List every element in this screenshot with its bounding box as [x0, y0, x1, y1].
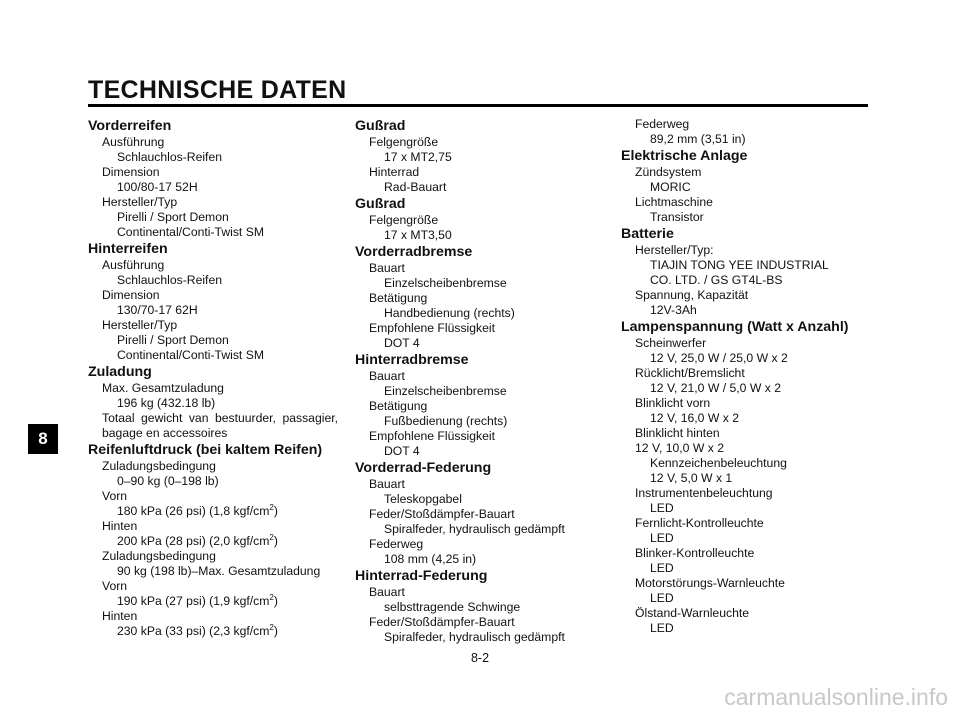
page-title: TECHNISCHE DATEN	[88, 76, 347, 104]
spec-note: bagage en accessoires	[102, 426, 228, 440]
spec-label: Hersteller/Typ:	[635, 243, 714, 257]
spec-value: selbsttragende Schwinge	[384, 600, 521, 614]
spec-value: Continental/Conti-Twist SM	[117, 225, 264, 239]
spec-label: 12 V, 10,0 W x 2	[635, 441, 724, 455]
spec-label: Hinten	[102, 609, 138, 623]
spec-label: Dimension	[102, 288, 160, 302]
spec-value: LED	[650, 561, 674, 575]
close-paren: )	[273, 594, 278, 608]
spec-label: Blinklicht hinten	[635, 426, 720, 440]
title-rule	[88, 104, 868, 107]
spec-value: MORIC	[650, 180, 691, 194]
spec-value: Spiralfeder, hydraulisch gedämpft	[384, 522, 565, 536]
section-hinterrad-federung: Hinterrad-Federung	[355, 568, 488, 584]
spec-value: Transistor	[650, 210, 704, 224]
section-vorderradbremse: Vorderradbremse	[355, 244, 473, 260]
spec-label: Spannung, Kapazität	[635, 288, 749, 302]
spec-value: 17 x MT3,50	[384, 228, 452, 242]
section-batterie: Batterie	[621, 226, 674, 242]
spec-label: Feder/Stoßdämpfer-Bauart	[369, 615, 515, 629]
spec-value: 196 kg (432.18 lb)	[117, 396, 216, 410]
spec-label: Empfohlene Flüssigkeit	[369, 429, 495, 443]
spec-value: 12 V, 25,0 W / 25,0 W x 2	[650, 351, 788, 365]
spec-value: Fußbedienung (rechts)	[384, 414, 508, 428]
spec-label: Betätigung	[369, 399, 428, 413]
close-paren: )	[273, 534, 278, 548]
spec-value: 0–90 kg (0–198 lb)	[117, 474, 219, 488]
spec-label: Zuladungsbedingung	[102, 549, 216, 563]
section-vorderrad-federung: Vorderrad-Federung	[355, 460, 492, 476]
spec-label: Blinklicht vorn	[635, 396, 711, 410]
superscript: 2	[269, 622, 274, 632]
spec-label: Zündsystem	[635, 165, 702, 179]
spec-value: Schlauchlos-Reifen	[117, 150, 223, 164]
spec-label: Felgengröße	[369, 135, 439, 149]
spec-label: Hersteller/Typ	[102, 195, 178, 209]
spec-value: Einzelscheibenbremse	[384, 276, 507, 290]
spec-label: Betätigung	[369, 291, 428, 305]
spec-label: Empfohlene Flüssigkeit	[369, 321, 495, 335]
watermark: carmanualsonline.info	[724, 684, 948, 710]
spec-value: 89,2 mm (3,51 in)	[650, 132, 746, 146]
pressure-text: 230 kPa (33 psi) (2,3 kgf/cm	[117, 624, 270, 638]
section-vorderreifen: Vorderreifen	[88, 118, 172, 134]
spec-label: Bauart	[369, 261, 405, 275]
section-zuladung: Zuladung	[88, 364, 152, 380]
spec-value: LED	[650, 621, 674, 635]
spec-value: 100/80-17 52H	[117, 180, 198, 194]
spec-value: LED	[650, 501, 674, 515]
spec-value: Handbedienung (rechts)	[384, 306, 515, 320]
spec-value: Pirelli / Sport Demon	[117, 333, 229, 347]
chapter-tab: 8	[28, 424, 58, 454]
section-reifenluftdruck: Reifenluftdruck (bei kaltem Reifen)	[88, 442, 323, 458]
spec-note: Totaal gewicht van bestuurder, passagier,	[102, 411, 338, 425]
spec-value	[88, 594, 338, 609]
spec-value: 90 kg (198 lb)–Max. Gesamtzuladung	[117, 564, 321, 578]
spec-value: 12 V, 16,0 W x 2	[650, 411, 739, 425]
spec-value	[88, 504, 338, 519]
spec-value: Pirelli / Sport Demon	[117, 210, 229, 224]
page-number: 8-2	[470, 651, 490, 665]
section-gussrad: Gußrad	[355, 118, 406, 134]
spec-label: Federweg	[635, 117, 690, 131]
spec-label: Bauart	[369, 585, 405, 599]
pressure-text: 200 kPa (28 psi) (2,0 kgf/cm	[117, 534, 270, 548]
spec-label: Hinten	[102, 519, 138, 533]
close-paren: )	[273, 504, 278, 518]
superscript: 2	[269, 532, 274, 542]
spec-label: Scheinwerfer	[635, 336, 707, 350]
spec-value: Einzelscheibenbremse	[384, 384, 507, 398]
spec-label: Hersteller/Typ	[102, 318, 178, 332]
spec-label: Feder/Stoßdämpfer-Bauart	[369, 507, 515, 521]
spec-label: Ausführung	[102, 258, 165, 272]
spec-value: CO. LTD. / GS GT4L-BS	[650, 273, 783, 287]
pressure-text: 190 kPa (27 psi) (1,9 kgf/cm	[117, 594, 270, 608]
spec-value: 130/70-17 62H	[117, 303, 198, 317]
spec-label: Federweg	[369, 537, 424, 551]
spec-value: 12 V, 21,0 W / 5,0 W x 2	[650, 381, 781, 395]
spec-value: Teleskopgabel	[384, 492, 462, 506]
spec-label: Dimension	[102, 165, 160, 179]
column-right	[621, 117, 881, 636]
column-middle	[355, 117, 585, 645]
spec-value: Schlauchlos-Reifen	[117, 273, 223, 287]
section-lampenspannung: Lampenspannung (Watt x Anzahl)	[621, 319, 849, 335]
spec-label: Ausführung	[102, 135, 165, 149]
section-hinterradbremse: Hinterradbremse	[355, 352, 469, 368]
spec-value: Continental/Conti-Twist SM	[117, 348, 264, 362]
spec-label: Zuladungsbedingung	[102, 459, 216, 473]
spec-label: Max. Gesamtzuladung	[102, 381, 224, 395]
spec-value	[88, 534, 338, 549]
close-paren: )	[273, 624, 278, 638]
pressure-text: 180 kPa (26 psi) (1,8 kgf/cm	[117, 504, 270, 518]
spec-value: LED	[650, 531, 674, 545]
spec-label: Instrumentenbeleuchtung	[635, 486, 773, 500]
superscript: 2	[269, 592, 274, 602]
spec-label: Vorn	[102, 579, 128, 593]
spec-label: Blinker-Kontrolleuchte	[635, 546, 755, 560]
spec-value	[88, 624, 338, 639]
spec-label: Lichtmaschine	[635, 195, 713, 209]
section-elektrische-anlage: Elektrische Anlage	[621, 148, 748, 164]
spec-value: DOT 4	[384, 444, 420, 458]
spec-label: Felgengröße	[369, 213, 439, 227]
spec-label: Hinterrad	[369, 165, 420, 179]
spec-label: Vorn	[102, 489, 128, 503]
spec-value: LED	[650, 591, 674, 605]
spec-value: 12V-3Ah	[650, 303, 697, 317]
spec-value: TIAJIN TONG YEE INDUSTRIAL	[650, 258, 829, 272]
spec-value: Spiralfeder, hydraulisch gedämpft	[384, 630, 565, 644]
superscript: 2	[269, 502, 274, 512]
spec-label: Motorstörungs-Warnleuchte	[635, 576, 785, 590]
section-gussrad: Gußrad	[355, 196, 406, 212]
spec-label: Fernlicht-Kontrolleuchte	[635, 516, 764, 530]
spec-label: Bauart	[369, 477, 405, 491]
spec-value: DOT 4	[384, 336, 420, 350]
spec-value: 17 x MT2,75	[384, 150, 452, 164]
spec-value: 108 mm (4,25 in)	[384, 552, 477, 566]
spec-value: Kennzeichenbeleuchtung	[650, 456, 787, 470]
spec-label: Ölstand-Warnleuchte	[635, 606, 750, 620]
column-left	[88, 117, 338, 639]
spec-value: 12 V, 5,0 W x 1	[650, 471, 733, 485]
spec-label: Bauart	[369, 369, 405, 383]
spec-value: Rad-Bauart	[384, 180, 447, 194]
section-hinterreifen: Hinterreifen	[88, 241, 168, 257]
spec-label: Rücklicht/Bremslicht	[635, 366, 745, 380]
